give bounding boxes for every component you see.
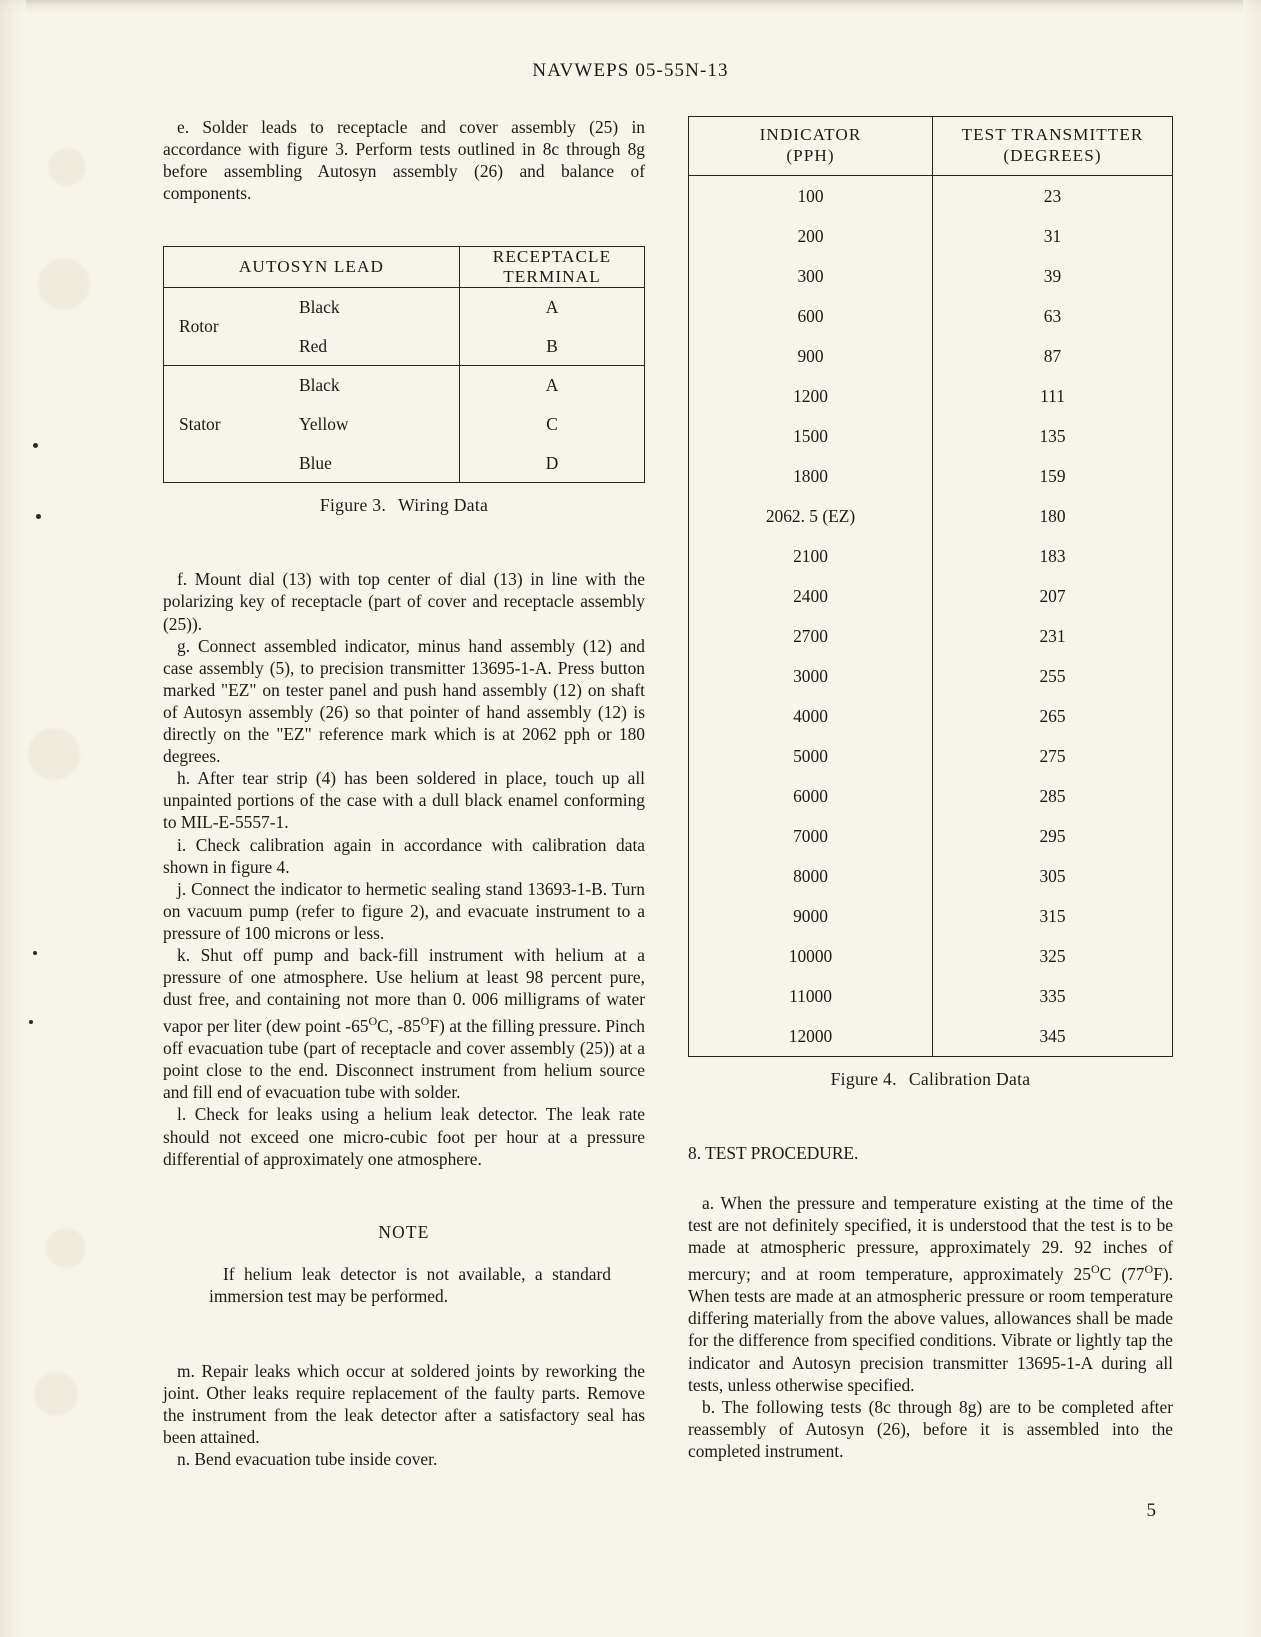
scan-smudge bbox=[28, 728, 80, 780]
paragraph-8a-text-3: F). When tests are made at an atmospheric pressure or room temperature differing materially from the above values, allowances shall be made for the difference from specified conditions. Vibrate or lightly tap the indicator and Autosyn precision transmitter 13695-1-A during all tests, unless otherwise specified. bbox=[688, 1264, 1173, 1395]
cell-indicator-pph: 1200 bbox=[689, 376, 933, 416]
table-row bbox=[689, 496, 1173, 536]
cell-indicator-pph: 600 bbox=[689, 296, 933, 336]
cell-transmitter-degrees: 315 bbox=[1039, 905, 1066, 926]
paragraph-f: f. Mount dial (13) with top center of dial (13) in line with the polarizing key of receptacle (part of cover and receptacle assembly (25)). bbox=[163, 569, 645, 634]
cell-indicator-pph: 1500 bbox=[689, 416, 933, 456]
table-row bbox=[689, 336, 1173, 376]
table-row bbox=[689, 976, 1173, 1016]
figure-3-caption bbox=[163, 495, 645, 516]
table-row bbox=[689, 656, 1173, 696]
table-row bbox=[689, 176, 1173, 217]
figure-3-label: Figure 3. bbox=[319, 495, 387, 516]
cell-lead: Red bbox=[299, 327, 460, 366]
cell-lead: Yellow bbox=[299, 405, 460, 444]
degree-symbol: O bbox=[368, 1014, 378, 1029]
scan-speck bbox=[33, 951, 37, 955]
cell-transmitter-degrees: 305 bbox=[1039, 865, 1066, 886]
table-row bbox=[689, 256, 1173, 296]
paragraph-k-text-1: k. Shut off pump and back-fill instrument with helium at a pressure of one atmosphere. Use helium at least 98 percent pure, dust free, and containing not more than 0. 006 milligrams of water vapor per liter (dew point -65 bbox=[163, 944, 645, 1037]
note-heading: NOTE bbox=[378, 1221, 430, 1242]
cell-indicator-pph: 4000 bbox=[689, 696, 933, 736]
cell-terminal: B bbox=[460, 327, 645, 366]
paragraph-k-text-2: C, -85 bbox=[377, 1016, 421, 1037]
calibration-table-body bbox=[689, 176, 1173, 1057]
cell-indicator-pph: 2100 bbox=[689, 536, 933, 576]
table-header-row bbox=[164, 247, 645, 288]
cell-indicator-pph: 10000 bbox=[689, 936, 933, 976]
cell-indicator-pph: 3000 bbox=[689, 656, 933, 696]
paragraph-l: l. Check for leaks using a helium leak detector. The leak rate should not exceed one micro-cubic foot per hour at a pressure differential of approximately one atmosphere. bbox=[163, 1104, 645, 1169]
page-header: NAVWEPS 05-55N-13 bbox=[532, 60, 729, 81]
column-header-transmitter-line1: TEST TRANSMITTER bbox=[961, 125, 1144, 144]
cell-transmitter-degrees: 111 bbox=[1040, 385, 1065, 406]
table-header-row bbox=[689, 117, 1173, 176]
scan-smudge bbox=[46, 1228, 86, 1268]
scan-speck bbox=[29, 1020, 33, 1024]
column-header-autosyn-lead: AUTOSYN LEAD bbox=[164, 247, 460, 288]
cell-indicator-pph: 2062. 5 (EZ) bbox=[689, 496, 933, 536]
table-row bbox=[689, 896, 1173, 936]
cell-transmitter-degrees: 180 bbox=[1039, 505, 1066, 526]
right-column bbox=[688, 116, 1173, 1462]
column-header-indicator-line2: (PPH) bbox=[786, 146, 835, 165]
table-row bbox=[689, 216, 1173, 256]
scan-speck bbox=[33, 443, 38, 448]
paragraph-g: g. Connect assembled indicator, minus hand assembly (12) and case assembly (5), to precision transmitter 13695-1-A. Press button marked "EZ" on tester panel and push hand assembly (12) on shaft of Autosyn assembly (26) so that pointer of hand assembly (12) is directly on the "EZ" reference mark which is at 2062 pph or 180 degrees. bbox=[163, 635, 645, 767]
paragraph-i: i. Check calibration again in accordance with calibration data shown in figure 4. bbox=[163, 834, 645, 877]
cell-indicator-pph: 2400 bbox=[689, 576, 933, 616]
degree-symbol: O bbox=[1144, 1262, 1154, 1277]
figure-4-label: Figure 4. bbox=[830, 1069, 897, 1089]
cell-lead: Black bbox=[299, 366, 460, 405]
cell-transmitter-degrees: 63 bbox=[1043, 305, 1062, 326]
paragraph-k-text-3: F) at the filling pressure. Pinch off evacuation tube (part of receptacle and cover assembly (25)) at a point close to the end. Disconnect instrument from helium source and fill end of evacuation tube with solder. bbox=[163, 1016, 645, 1103]
paragraph-n: n. Bend evacuation tube inside cover. bbox=[177, 1448, 438, 1469]
figure-4-title: Calibration Data bbox=[908, 1069, 1031, 1089]
table-row bbox=[689, 936, 1173, 976]
table-row bbox=[689, 856, 1173, 896]
column-header-transmitter-line2: (DEGREES) bbox=[1003, 146, 1102, 165]
cell-group-stator: Stator bbox=[164, 366, 300, 483]
paragraph-m: m. Repair leaks which occur at soldered joints by reworking the joint. Other leaks require replacement of the faulty parts. Remove the instrument from the leak detector after a satisfactory seal has been attained. bbox=[163, 1360, 645, 1447]
left-column bbox=[163, 116, 645, 1470]
column-header-indicator bbox=[689, 117, 933, 176]
cell-lead: Blue bbox=[299, 444, 460, 483]
cell-transmitter-degrees: 87 bbox=[1043, 345, 1062, 366]
cell-indicator-pph: 9000 bbox=[689, 896, 933, 936]
table-row bbox=[689, 536, 1173, 576]
table-row bbox=[689, 736, 1173, 776]
calibration-data-table bbox=[688, 116, 1173, 1057]
page-left-edge bbox=[0, 0, 26, 1637]
figure-3-title: Wiring Data bbox=[398, 495, 489, 516]
cell-terminal: A bbox=[460, 288, 645, 327]
cell-transmitter-degrees: 345 bbox=[1039, 1025, 1066, 1046]
cell-indicator-pph: 11000 bbox=[689, 976, 933, 1016]
cell-transmitter-degrees: 265 bbox=[1039, 705, 1066, 726]
cell-indicator-pph: 300 bbox=[689, 256, 933, 296]
table-row bbox=[689, 296, 1173, 336]
cell-transmitter-degrees: 183 bbox=[1039, 545, 1066, 566]
cell-transmitter-degrees: 135 bbox=[1039, 425, 1066, 446]
table-row bbox=[164, 366, 645, 405]
cell-indicator-pph: 2700 bbox=[689, 616, 933, 656]
paragraph-e: e. Solder leads to receptacle and cover assembly (25) in accordance with figure 3. Perform tests outlined in 8c through 8g before assembling Autosyn assembly (26) and balance of components. bbox=[163, 117, 645, 204]
table-row bbox=[689, 376, 1173, 416]
wiring-data-table bbox=[163, 246, 645, 483]
cell-transmitter-degrees: 275 bbox=[1039, 745, 1066, 766]
cell-transmitter-degrees: 295 bbox=[1039, 825, 1066, 846]
paragraph-8a bbox=[688, 1192, 1173, 1396]
degree-symbol: O bbox=[420, 1014, 430, 1029]
column-header-indicator-line1: INDICATOR bbox=[759, 125, 862, 144]
page-right-edge bbox=[1243, 0, 1261, 1637]
figure-4-caption bbox=[688, 1069, 1173, 1090]
cell-transmitter-degrees: 159 bbox=[1039, 465, 1066, 486]
cell-transmitter-degrees: 255 bbox=[1039, 665, 1066, 686]
cell-indicator-pph: 100 bbox=[689, 176, 933, 217]
column-header-test-transmitter bbox=[933, 117, 1173, 176]
table-row bbox=[689, 456, 1173, 496]
table-row bbox=[689, 416, 1173, 456]
scan-smudge bbox=[48, 148, 86, 186]
paragraph-8b: b. The following tests (8c through 8g) are to be completed after reassembly of Autosyn (26), before it is assembled into the completed instrument. bbox=[688, 1396, 1173, 1461]
scan-smudge bbox=[34, 1372, 78, 1416]
cell-indicator-pph: 7000 bbox=[689, 816, 933, 856]
cell-transmitter-degrees: 231 bbox=[1039, 625, 1066, 646]
page-top-edge bbox=[0, 0, 1261, 14]
cell-indicator-pph: 900 bbox=[689, 336, 933, 376]
cell-indicator-pph: 8000 bbox=[689, 856, 933, 896]
paragraph-h: h. After tear strip (4) has been soldered in place, touch up all unpainted portions of the case with a dull black enamel conforming to MIL-E-5557-1. bbox=[163, 768, 645, 833]
table-row bbox=[689, 616, 1173, 656]
cell-terminal: D bbox=[460, 444, 645, 483]
table-row bbox=[689, 576, 1173, 616]
scan-smudge bbox=[38, 258, 90, 310]
table-row bbox=[689, 696, 1173, 736]
table-row bbox=[689, 1016, 1173, 1057]
section-heading-8: 8. TEST PROCEDURE. bbox=[688, 1143, 859, 1163]
table-row bbox=[689, 816, 1173, 856]
page-number: 5 bbox=[1146, 1500, 1156, 1521]
cell-transmitter-degrees: 285 bbox=[1039, 785, 1066, 806]
paragraph-8a-text-2: C (77 bbox=[1099, 1264, 1145, 1285]
paragraph-8a-text-1: a. When the pressure and temperature existing at the time of the test are not definitely specified, it is understood that the test is to be made at atmospheric pressure, approximately 29. 92 inches of mercury; and at room temperature, approximately 25 bbox=[688, 1193, 1173, 1285]
cell-transmitter-degrees: 325 bbox=[1039, 945, 1066, 966]
table-row bbox=[689, 776, 1173, 816]
cell-terminal: C bbox=[460, 405, 645, 444]
cell-lead: Black bbox=[299, 288, 460, 327]
cell-transmitter-degrees: 39 bbox=[1043, 265, 1062, 286]
paragraph-k bbox=[163, 944, 645, 1103]
cell-transmitter-degrees: 31 bbox=[1043, 225, 1062, 246]
cell-transmitter-degrees: 335 bbox=[1039, 985, 1066, 1006]
cell-indicator-pph: 200 bbox=[689, 216, 933, 256]
cell-transmitter-degrees: 207 bbox=[1039, 585, 1066, 606]
cell-indicator-pph: 6000 bbox=[689, 776, 933, 816]
cell-indicator-pph: 12000 bbox=[689, 1016, 933, 1057]
paragraph-j: j. Connect the indicator to hermetic sealing stand 13693-1-B. Turn on vacuum pump (refer to figure 2), and evacuate instrument to a pressure of 100 microns or less. bbox=[163, 878, 645, 943]
cell-transmitter-degrees: 23 bbox=[1043, 185, 1062, 206]
cell-indicator-pph: 1800 bbox=[689, 456, 933, 496]
cell-terminal: A bbox=[460, 366, 645, 405]
column-header-receptacle-terminal: RECEPTACLE TERMINAL bbox=[460, 247, 645, 288]
cell-indicator-pph: 5000 bbox=[689, 736, 933, 776]
cell-group-rotor: Rotor bbox=[164, 288, 300, 366]
table-row bbox=[164, 288, 645, 327]
scan-speck bbox=[36, 514, 41, 519]
degree-symbol: O bbox=[1090, 1262, 1100, 1277]
note-text: If helium leak detector is not available, a standard immersion test may be performed. bbox=[209, 1263, 611, 1307]
